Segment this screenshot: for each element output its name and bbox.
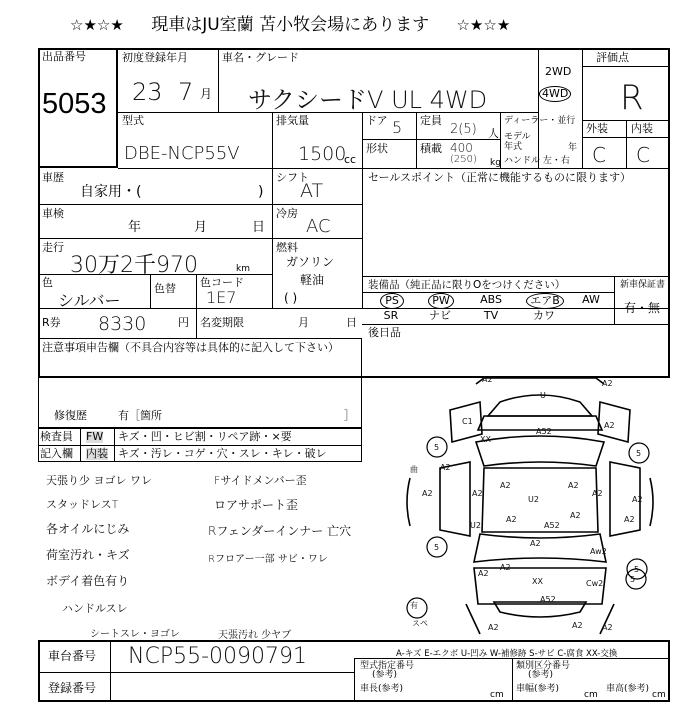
- eval-int-label: 内装: [631, 122, 653, 135]
- chassis-value: NCP55-0090791: [128, 644, 307, 669]
- fuel-label: 燃料: [276, 241, 298, 254]
- color-code-label: 色コード: [200, 276, 244, 289]
- chassis-label: 車台番号: [48, 649, 97, 663]
- height-unit: cm: [652, 690, 666, 700]
- mark-29: 5: [630, 575, 636, 584]
- car-damage-diagram: [380, 372, 680, 642]
- mark-2: A2: [602, 379, 613, 388]
- mark-36: 有: [410, 601, 418, 610]
- load-value: 400: [450, 141, 473, 155]
- mark-13: A2: [500, 481, 511, 490]
- name-change-month: 月: [298, 316, 309, 329]
- repair-label: 修復歴: [54, 409, 87, 422]
- note-4: 荷室汚れ・キズ: [46, 548, 130, 562]
- dealer-label: ディーラー・並行: [504, 116, 576, 126]
- mark-6: A2: [604, 421, 615, 430]
- length-unit: cm: [490, 690, 504, 700]
- mark-14: U2: [528, 495, 539, 504]
- capacity-value: 2(5): [450, 122, 477, 137]
- displacement-unit: cc: [344, 153, 357, 166]
- mark-31: A2: [488, 623, 499, 632]
- note-9: ロアサポート歪: [214, 498, 299, 512]
- equipment-label: 装備品（純正品に限りOをつけください）: [368, 279, 566, 291]
- mark-10: 5: [434, 543, 440, 552]
- mark-19: A52: [544, 521, 560, 530]
- recycle-unit: 円: [178, 316, 189, 329]
- notes-label: 注意事項申告欄（不具合内容等は具体的に記入して下さい）: [42, 341, 339, 354]
- sales-point-label: セールスポイント（正常に機能するものに限ります）: [368, 171, 632, 184]
- eval-label: 評価点: [596, 51, 629, 64]
- header-text: 現車はJU室蘭 苫小牧会場にあります: [151, 15, 430, 35]
- repair-value: 有［箇所: [118, 409, 162, 422]
- header-stars-left: ☆★☆★: [70, 16, 124, 34]
- mark-3: C1: [462, 417, 473, 426]
- mark-9: 5: [636, 449, 642, 458]
- length-label: 車長(参考): [360, 684, 404, 694]
- color-change-label: 色替: [154, 282, 176, 295]
- mark-8: A2: [440, 463, 451, 472]
- first-reg-year: 23: [132, 78, 163, 106]
- mark-30: A2: [478, 569, 489, 578]
- mark-0: A2: [482, 375, 493, 384]
- note-7: シートスレ・ヨゴレ: [90, 629, 180, 640]
- mark-16: A2: [592, 489, 603, 498]
- mark-33: A2: [602, 623, 613, 632]
- equip-tv: TV: [483, 309, 499, 322]
- lot-label: 出品番号: [42, 50, 86, 63]
- recycle-value: 8330: [98, 313, 147, 335]
- width-label: 車幅(参考): [516, 684, 560, 694]
- note-1: 天張り少 ヨゴレ ワレ: [46, 474, 152, 487]
- mark-5: A52: [536, 427, 552, 436]
- note-2: スタッドレスT: [46, 498, 119, 511]
- displacement-value: 1500: [298, 143, 347, 165]
- inspection-label: 車検: [42, 207, 64, 220]
- shape-label: 形状: [366, 142, 388, 155]
- mark-11: A2: [422, 489, 433, 498]
- equip-sr: SR: [383, 309, 399, 322]
- height-label: 車高(参考): [606, 684, 650, 694]
- mark-4: XX: [480, 435, 491, 444]
- mileage-value: 30万2千970: [70, 253, 198, 278]
- mark-15: A2: [568, 481, 579, 490]
- registration-label: 登録番号: [48, 681, 97, 695]
- equip-ps: PS: [380, 293, 404, 309]
- mark-18: A2: [506, 515, 517, 524]
- eval-value: R: [620, 78, 644, 118]
- eval-ext-label: 外装: [586, 122, 608, 135]
- handle-label: ハンドル 左・右: [504, 156, 570, 166]
- mark-7: 5: [434, 443, 440, 452]
- inspector-row1: キズ・凹・ヒビ割・リペア跡・×要: [118, 430, 292, 443]
- mark-20: A2: [570, 511, 581, 520]
- shift-value: AT: [300, 180, 324, 202]
- inspector-fw: FW: [86, 430, 104, 443]
- mark-26: A2: [500, 563, 511, 572]
- note-12: 天張汚れ 少ヤブ: [218, 630, 292, 641]
- class-no-sub: (参考): [528, 670, 554, 680]
- model-name-label: 車名・グレード: [222, 51, 299, 64]
- model-year-label: モデル年式: [504, 132, 531, 152]
- note-5: ボデイ着色有り: [46, 574, 130, 588]
- color-code: 1E7: [206, 288, 237, 307]
- doors-value: 5: [392, 118, 403, 137]
- equip-airbag: エアB: [526, 293, 564, 309]
- header: [40, 10, 690, 40]
- equip-abs: ABS: [480, 293, 502, 306]
- mark-34: 曲: [410, 465, 418, 474]
- note-11: Rフロアー一部 サビ・ワレ: [208, 554, 328, 565]
- equip-leather: カワ: [533, 309, 555, 322]
- inspector-interior: 内装: [86, 447, 108, 460]
- shift-label: シフト: [276, 171, 309, 184]
- first-reg-month: 7: [178, 78, 194, 106]
- aircon-value: AC: [306, 216, 331, 237]
- inspection-year: 年: [128, 220, 142, 235]
- class-no-label: 類別区分番号: [516, 661, 571, 671]
- fuel-diesel: 軽油: [300, 273, 325, 287]
- mark-28: Cw2: [586, 579, 604, 588]
- rear-seat-label: 後日品: [368, 326, 401, 339]
- drive-2wd: 2WD: [545, 65, 572, 78]
- warranty-label: 新車保証書: [620, 280, 666, 290]
- damage-legend: A-キズ E-エクボ U-凹み W-補修跡 S-サビ C-腐食 XX-交換: [396, 649, 618, 659]
- history-value: 自家用・(: [80, 184, 142, 200]
- mark-17: U2: [470, 521, 481, 530]
- color-label: 色: [42, 276, 53, 289]
- mark-24: Aw2: [590, 547, 607, 556]
- inspector-row2: キズ・汚レ・コゲ・穴・スレ・キレ・破レ: [118, 447, 327, 460]
- equip-aw: AW: [582, 293, 600, 306]
- width-unit: cm: [584, 690, 598, 700]
- doors-label: ドア: [366, 114, 388, 127]
- mark-1: U: [540, 391, 546, 400]
- fuel-paren: ( ): [284, 291, 298, 305]
- mark-27: A52: [540, 595, 556, 604]
- mark-37: スペ: [412, 619, 428, 628]
- spec-no-label: 型式指定番号: [360, 661, 415, 671]
- mileage-label: 走行: [42, 241, 64, 254]
- model-year-unit: 年: [568, 143, 578, 153]
- drive-4wd: 4WD: [539, 86, 571, 102]
- mileage-unit: km: [236, 264, 250, 274]
- mark-25: XX: [532, 577, 543, 586]
- note-8: Fサイドメンバー歪: [214, 474, 307, 487]
- load-unit: kg: [490, 158, 501, 168]
- first-reg-label: 初度登録年月: [122, 51, 188, 64]
- inspection-month: 月: [194, 220, 208, 235]
- fuel-gas: ガソリン: [286, 255, 335, 269]
- model-name-value: サクシードV UL 4WD: [248, 86, 488, 114]
- aircon-label: 冷房: [276, 207, 298, 220]
- equip-pw: PW: [428, 293, 454, 309]
- lot-number: 5053: [42, 88, 107, 120]
- mark-23: 5: [634, 565, 640, 574]
- history-close: ): [258, 184, 264, 200]
- spec-no-sub: (参考): [372, 670, 398, 680]
- history-label: 車歴: [42, 171, 64, 184]
- capacity-unit: 人: [488, 127, 499, 140]
- warranty-value: 有・無: [624, 301, 661, 315]
- displacement-label: 排気量: [276, 114, 309, 127]
- note-6: ハンドルスレ: [62, 602, 128, 615]
- note-10: Rフェンダーインナー 亡穴: [208, 524, 352, 538]
- name-change-label: 名変期限: [200, 316, 244, 329]
- load-sub: (250): [450, 154, 477, 165]
- inspector-label2: 記入欄: [40, 447, 73, 460]
- inspector-label1: 検査員: [40, 430, 73, 443]
- type-value: DBE-NCP55V: [124, 143, 240, 164]
- recycle-label: R券: [42, 316, 61, 329]
- mark-35: A2: [530, 539, 541, 548]
- header-stars-right: ☆★☆★: [456, 16, 511, 34]
- name-change-day: 日: [346, 316, 357, 329]
- mark-12: A2: [472, 489, 483, 498]
- type-label: 型式: [122, 114, 144, 127]
- equip-navi: ナビ: [429, 309, 451, 322]
- eval-ext: C: [592, 143, 606, 167]
- mark-22: A2: [624, 515, 635, 524]
- eval-int: C: [636, 143, 650, 167]
- load-label: 積載: [420, 142, 442, 155]
- mark-32: A2: [572, 621, 583, 630]
- first-reg-month-unit: 月: [200, 87, 213, 101]
- repair-close: ］: [344, 409, 355, 422]
- color-value: シルバー: [58, 291, 121, 310]
- mark-21: A2: [632, 495, 643, 504]
- capacity-label: 定員: [420, 114, 442, 127]
- note-3: 各オイルにじみ: [46, 522, 130, 536]
- inspection-day: 日: [252, 220, 266, 235]
